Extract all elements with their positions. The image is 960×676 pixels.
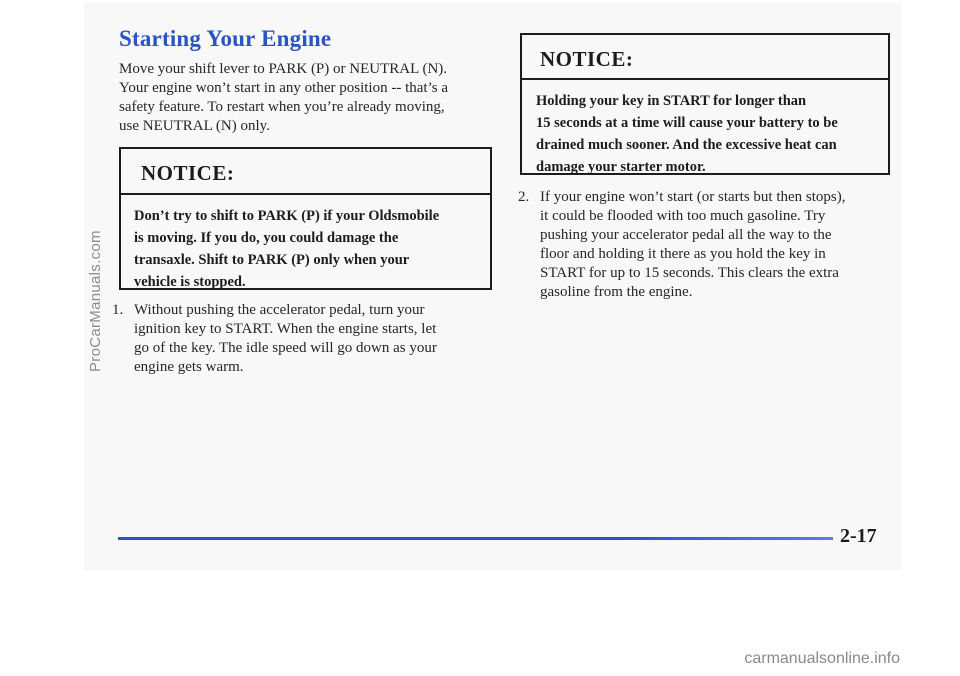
notice-line: Don’t try to shift to PARK (P) if your Oldsmobile [134,208,440,224]
intro-line: safety feature. To restart when you’re already moving, [119,99,445,115]
notice-line: Holding your key in START for longer than [536,93,807,109]
step-1 [112,301,492,381]
watermark-text: ProCarManuals.com [87,230,104,372]
step-text [134,301,437,377]
step-line: floor and holding it there as you hold the key in [540,246,826,262]
intro-line: Move your shift lever to PARK (P) or NEUTRAL (N). [119,61,448,77]
notice-title: NOTICE: [141,161,235,185]
section-heading: Starting Your Engine [119,26,332,51]
step-line: gasoline from the engine. [540,284,693,300]
step-line: If your engine won’t start (or starts but then stops), [540,189,846,205]
step-text [540,188,846,302]
step-line: Without pushing the accelerator pedal, turn your [134,302,425,318]
notice-line: is moving. If you do, you could damage the [134,230,399,246]
notice-box-shift [119,147,492,290]
site-footer-text: carmanualsonline.info [744,650,900,667]
notice-line: vehicle is stopped. [134,274,246,290]
step-line: ignition key to START. When the engine starts, let [134,321,437,337]
notice-header [121,149,490,195]
intro-line: Your engine won’t start in any other position -- that’s a [119,80,448,96]
notice-line: transaxle. Shift to PARK (P) only when your [134,252,410,268]
page-number: 2-17 [840,525,877,547]
step-line: START for up to 15 seconds. This clears the extra [540,265,839,281]
step-line: pushing your accelerator pedal all the way to the [540,227,832,243]
notice-text [134,205,484,293]
notice-box-starter [520,33,890,175]
intro-line: use NEUTRAL (N) only. [119,118,270,134]
step-line: it could be flooded with too much gasoline. Try [540,208,826,224]
notice-line: 15 seconds at a time will cause your battery to be [536,115,838,131]
step-number: 2. [518,189,530,205]
notice-text [536,90,886,178]
notice-line: damage your starter motor. [536,159,706,175]
step-number: 1. [112,302,124,318]
footer-rule [118,537,833,540]
step-line: engine gets warm. [134,359,244,375]
step-2 [518,188,888,306]
step-line: go of the key. The idle speed will go down as your [134,340,437,356]
notice-header [522,35,888,80]
notice-line: drained much sooner. And the excessive heat can [536,137,837,153]
notice-title: NOTICE: [540,47,634,71]
intro-paragraph [119,60,491,136]
